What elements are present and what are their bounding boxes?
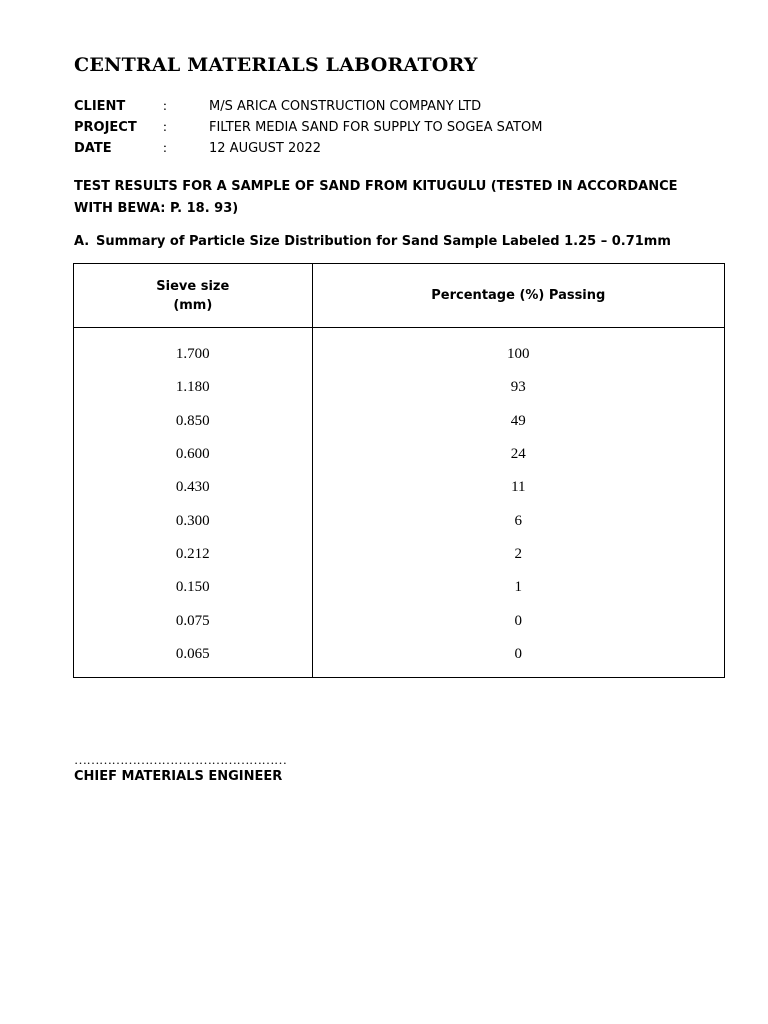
table-row	[74, 571, 725, 604]
meta-label-date: DATE	[74, 141, 112, 156]
table-row	[74, 438, 725, 471]
section-letter: A.	[74, 234, 90, 249]
sieve-cell: 0.430	[74, 471, 313, 504]
passing-cell: 1	[312, 571, 724, 604]
table-row	[74, 604, 725, 637]
passing-cell: 6	[312, 504, 724, 537]
table-header-row	[74, 264, 725, 328]
passing-cell: 24	[312, 438, 724, 471]
passing-cell: 93	[312, 371, 724, 404]
sieve-cell: 0.300	[74, 504, 313, 537]
header-percentage-passing: Percentage (%) Passing	[312, 264, 724, 328]
table-row	[74, 638, 725, 678]
passing-cell: 2	[312, 538, 724, 571]
signatory-title: CHIEF MATERIALS ENGINEER	[74, 769, 283, 784]
passing-cell: 11	[312, 471, 724, 504]
sieve-cell: 0.212	[74, 538, 313, 571]
sieve-cell: 1.700	[74, 328, 313, 372]
passing-cell: 100	[312, 328, 724, 372]
lab-title: CENTRAL MATERIALS LABORATORY	[74, 54, 478, 76]
meta-value-client: M/S ARICA CONSTRUCTION COMPANY LTD	[209, 99, 482, 114]
particle-size-table	[73, 263, 725, 678]
table-row	[74, 538, 725, 571]
sieve-cell: 0.600	[74, 438, 313, 471]
meta-row-client	[74, 99, 694, 119]
meta-label-project: PROJECT	[74, 120, 137, 135]
section-heading	[74, 234, 734, 249]
meta-colon: :	[163, 141, 167, 156]
table-row	[74, 405, 725, 438]
sieve-cell: 0.075	[74, 604, 313, 637]
meta-value-date: 12 AUGUST 2022	[209, 141, 322, 156]
meta-colon: :	[163, 99, 167, 114]
passing-cell: 0	[312, 604, 724, 637]
header-sieve-unit: (mm)	[173, 297, 213, 313]
meta-colon: :	[163, 120, 167, 135]
passing-cell: 0	[312, 638, 724, 678]
test-results-heading: TEST RESULTS FOR A SAMPLE OF SAND FROM KITUGULU (TESTED IN ACCORDANCE WITH BEWA: P. 18. 93)	[74, 179, 678, 216]
table-row	[74, 504, 725, 537]
signature-line: ……………………………………………	[74, 752, 287, 767]
meta-label-client: CLIENT	[74, 99, 126, 114]
header-sieve-label: Sieve size	[156, 278, 230, 294]
table-row	[74, 328, 725, 372]
sieve-cell: 0.850	[74, 405, 313, 438]
sieve-cell: 0.150	[74, 571, 313, 604]
header-sieve-size	[74, 264, 313, 328]
table-row	[74, 371, 725, 404]
meta-row-project	[74, 120, 694, 140]
sieve-cell: 0.065	[74, 638, 313, 678]
section-title: Summary of Particle Size Distribution for Sand Sample Labeled 1.25 – 0.71mm	[96, 234, 671, 249]
meta-row-date	[74, 141, 694, 161]
sieve-cell: 1.180	[74, 371, 313, 404]
table-row	[74, 471, 725, 504]
passing-cell: 49	[312, 405, 724, 438]
meta-value-project: FILTER MEDIA SAND FOR SUPPLY TO SOGEA SATOM	[209, 120, 543, 135]
